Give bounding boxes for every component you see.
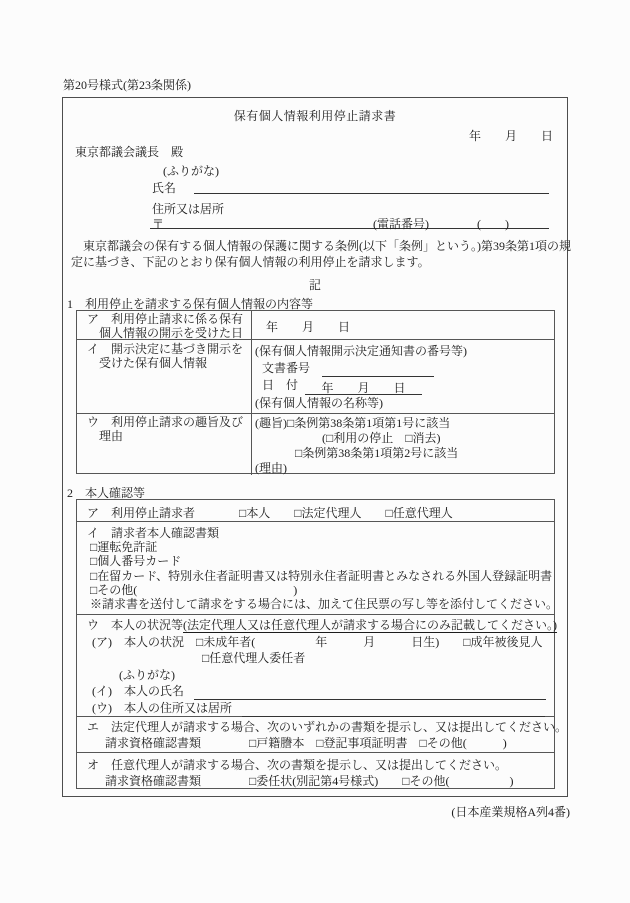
row-a-label-line1: ア 利用停止請求に係る保有	[87, 312, 244, 326]
mailing-note: ※請求書を送付して請求をする場合には、加えて住民票の写し等を添付してください。	[90, 597, 559, 612]
legal-agent-cell	[77, 717, 567, 752]
principal-address-entry-line	[242, 704, 545, 717]
name-entry-line	[194, 179, 549, 194]
addressee-label: 東京都議会議長 殿	[75, 145, 184, 159]
row-i-label-line2: 受けた保有個人情報	[99, 355, 208, 370]
checkbox-voluntary-agent-delegator: □任意代理人委任者	[202, 651, 306, 666]
identity-documents-cell	[77, 522, 558, 614]
notice-number-caption: (保有個人情報開示決定通知書の番号等)	[255, 344, 467, 358]
voluntary-agent-documents: 請求資格確認書類 □委任状(別記第4号様式) □その他( )	[105, 773, 514, 788]
doc-number-line	[252, 360, 554, 377]
purpose-option-article1: (趣旨)□条例第38条第1項第1号に該当	[255, 416, 451, 430]
table-row-purpose-reason	[77, 414, 554, 475]
voluntary-agent-instruction: オ 任意代理人が請求する場合、次の書類を提示し、又は提出してください。	[87, 758, 508, 772]
principal-furigana-label: (ふりがな)	[119, 667, 175, 682]
row-u-label-line1: ウ 利用停止請求の趣旨及び	[87, 415, 244, 429]
legal-agent-instruction: エ 法定代理人が請求する場合、次のいずれかの書類を提示し、又は提出してください。	[87, 720, 568, 734]
principal-name-entry-line	[194, 687, 546, 700]
address-field-label: 住所又は居所	[152, 202, 225, 216]
table-row-disclosed-info	[77, 340, 554, 414]
row-label-cell	[77, 311, 252, 339]
row-label-cell	[77, 414, 252, 475]
voluntary-agent-cell	[77, 753, 554, 793]
disclosure-date-placeholder: 年 月 日	[266, 320, 351, 334]
name-field-label: 氏名	[152, 181, 177, 195]
document-title: 保有個人情報利用停止請求書	[233, 109, 397, 123]
section1-table	[76, 310, 555, 474]
phone-number-parens: ( )	[477, 217, 509, 231]
row-a-label-line2: 個人情報の開示を受けた日	[99, 325, 244, 340]
memo-mark: 記	[308, 278, 321, 292]
form-number-label: 第20号様式(第23条関係)	[63, 78, 191, 92]
section1-heading: 1 利用停止を請求する保有個人情報の内容等	[67, 297, 314, 311]
section2-heading: 2 本人確認等	[67, 486, 146, 500]
doc-date-entry-line: 年 月 日	[305, 380, 422, 395]
table-row-disclosure-date	[77, 311, 554, 340]
requester-type-label: ア 利用停止請求者	[87, 506, 196, 520]
checkbox-my-number-card: □個人番号カード	[90, 554, 182, 569]
doc-number-entry-line	[322, 364, 434, 377]
doc-number-label: 文書番号	[262, 361, 311, 376]
checkbox-residence-card: □在留カード、特別永住者証明書又は特別永住者証明書とみなされる外国人登録証明書	[90, 568, 553, 583]
principal-status-options: (ア) 本人の状況 □未成年者( 年 月 日生) □成年被後見人	[92, 634, 543, 649]
checkbox-drivers-license: □運転免許証	[90, 540, 158, 555]
body-paragraph-line2: 定に基づき、下記のとおり保有個人情報の利用停止を請求します。	[71, 255, 430, 269]
principal-address-line	[77, 700, 557, 717]
requester-type-checkboxes: □本人 □法定代理人 □任意代理人	[239, 506, 453, 520]
table-row-legal-agent	[77, 717, 568, 753]
row-value-cell	[252, 414, 554, 475]
body-paragraph-line1: 東京都議会の保有する個人情報の保護に関する条例(以下「条例」という。)第39条第1項の規	[71, 239, 571, 253]
principal-name-line	[77, 683, 557, 700]
principal-status-heading-note: (法定代理人又は任意代理人が請求する場合にのみ記載してください。)	[183, 618, 558, 632]
doc-date-label: 日 付	[262, 378, 299, 393]
form-outer-border	[62, 97, 571, 797]
principal-status-heading-plain: ウ 本人の状況等	[87, 618, 184, 632]
principal-status-heading	[77, 617, 557, 634]
table-row-identity-documents	[77, 522, 559, 615]
principal-name-label: (イ) 本人の氏名	[92, 684, 184, 699]
row-value-cell	[252, 311, 554, 339]
row-u-label-line2: 理由	[99, 428, 124, 443]
phone-number-label: (電話番号)	[373, 217, 429, 231]
table-row-principal-status	[77, 615, 558, 717]
purpose-option-article2: □条例第38条第1項第2号に該当	[295, 446, 459, 460]
postal-mark-icon: 〒	[152, 217, 165, 231]
info-name-caption: (保有個人情報の名称等)	[255, 395, 383, 410]
section2-table	[76, 499, 568, 789]
row-value-cell	[252, 340, 554, 413]
reason-caption: (理由)	[255, 461, 287, 475]
principal-address-label: (ウ) 本人の住所又は居所	[92, 700, 232, 715]
doc-date-line	[252, 377, 554, 394]
principal-status-cell	[77, 615, 557, 716]
row-i-label-line1: イ 開示決定に基づき開示を	[87, 342, 244, 356]
row-label-cell	[77, 340, 252, 413]
purpose-sub-options: (□利用の停止 □消去)	[322, 431, 441, 445]
identity-documents-heading: イ 請求者本人確認書類	[87, 526, 220, 540]
submission-date-placeholder: 年 月 日	[468, 129, 553, 143]
table-row-voluntary-agent	[77, 753, 554, 793]
furigana-label: (ふりがな)	[163, 164, 219, 178]
legal-agent-documents: 請求資格確認書類 □戸籍謄本 □登記事項証明書 □その他( )	[105, 735, 507, 750]
paper-size-note: (日本産業規格A列4番)	[451, 805, 570, 819]
checkbox-other-document: □その他( )	[90, 582, 298, 597]
table-row-requester-type	[77, 500, 554, 522]
